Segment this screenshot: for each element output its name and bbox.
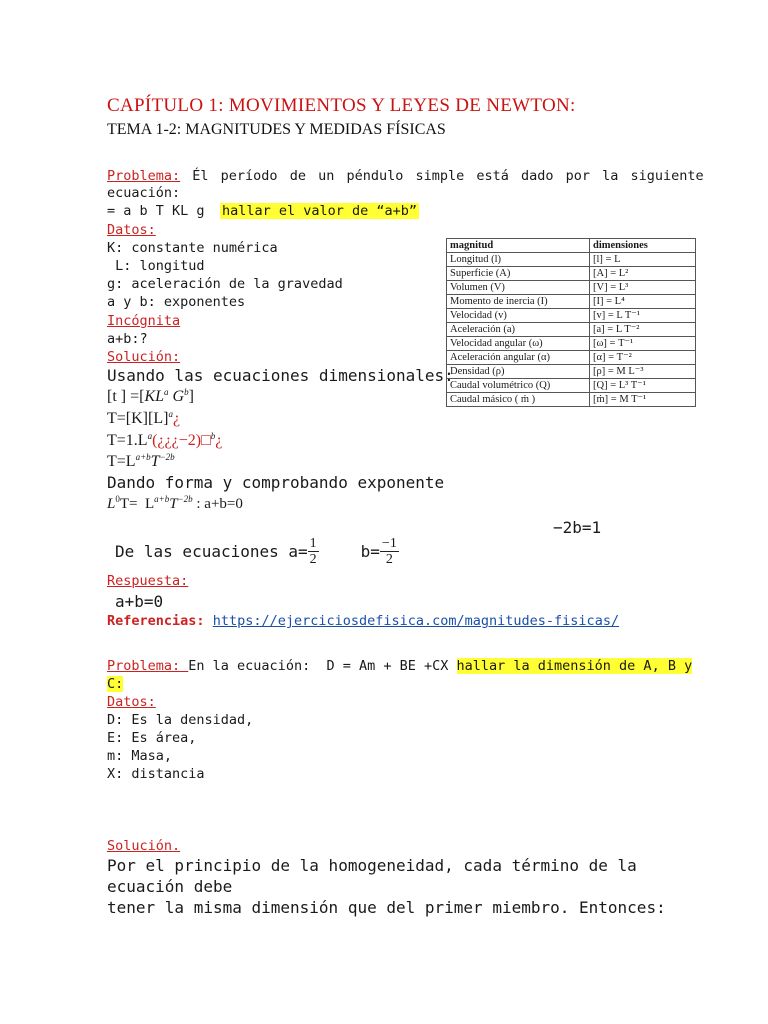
eq3-part: (¿¿¿−2)□ <box>152 432 211 449</box>
problem2-highlight: hallar la dimensión de A, B y <box>456 658 693 674</box>
table-cell: Caudal másico ( ṁ ) <box>447 393 590 407</box>
table-cell: [ρ] = M L⁻³ <box>590 365 696 379</box>
table-cell: [ω] = T⁻¹ <box>590 337 696 351</box>
problem2-label: Problema: <box>107 658 189 674</box>
eq4-exp: a+b <box>135 452 151 462</box>
problem1-label: Problema: <box>107 168 181 184</box>
fraction-num: 1 <box>309 536 317 551</box>
eq3-exp: a <box>147 431 153 441</box>
references-link[interactable]: https://ejerciciosdefisica.com/magnitudes-fisicas/ <box>212 613 620 629</box>
solution-intro: Usando las ecuaciones dimensionales: <box>107 366 454 385</box>
eq5-part: L <box>107 496 116 512</box>
table-header: magnitud <box>447 239 590 253</box>
respuesta-label: Respuesta: <box>107 573 189 589</box>
eq5-part: T <box>169 496 178 512</box>
table-row <box>447 267 696 281</box>
datos-item: K: constante numérica <box>107 240 278 256</box>
eq1-part: G <box>168 388 185 405</box>
problem2-datos-item: D: Es la densidad, <box>107 712 254 728</box>
table-cell: Densidad (ρ) <box>447 365 590 379</box>
datos-item: g: aceleración de la gravedad <box>107 276 343 292</box>
table-cell: Aceleración angular (α) <box>447 351 590 365</box>
table-cell: [A] = L² <box>590 267 696 281</box>
eq3-part: ¿ <box>215 432 223 449</box>
equation-5 <box>107 494 243 513</box>
chapter-title: CAPÍTULO 1: MOVIMIENTOS Y LEYES DE NEWTON: <box>107 95 576 116</box>
table-cell: Volumen (V) <box>447 281 590 295</box>
eq4-exp: −2b <box>159 452 175 462</box>
table-cell: Superficie (A) <box>447 267 590 281</box>
incognita-label: Incógnita <box>107 313 181 329</box>
equation-minus2b: −2b=1 <box>553 518 602 537</box>
respuesta-value: a+b=0 <box>115 592 164 611</box>
problem2-statement <box>107 658 692 674</box>
problem2-solution-line: Por el principio de la homogeneidad, cada término de la <box>107 856 637 875</box>
fraction-b <box>380 536 399 567</box>
table-cell: [ṁ] = M T⁻¹ <box>590 393 696 407</box>
eq1-exp: a <box>164 387 169 397</box>
dando-forma: Dando forma y comprobando exponente <box>107 473 445 492</box>
problem2-solution-line: ecuación debe <box>107 877 233 896</box>
table-row <box>447 393 696 407</box>
eq5-exp: a+b <box>154 494 170 504</box>
eq4-part: T=L <box>107 453 136 470</box>
eq5-part: T= L <box>119 496 155 512</box>
de-las-text: De las ecuaciones a= <box>115 542 308 561</box>
table-cell: Caudal volumétrico (Q) <box>447 379 590 393</box>
table-row <box>447 379 696 393</box>
fraction-den: 2 <box>309 552 317 567</box>
table-header-row <box>447 239 696 253</box>
table-row <box>447 351 696 365</box>
table-cell: [Q] = L³ T⁻¹ <box>590 379 696 393</box>
datos-item: a y b: exponentes <box>107 294 246 310</box>
equation-2 <box>107 409 180 428</box>
references-label: Referencias: <box>107 613 205 629</box>
table-cell: Momento de inercia (I) <box>447 295 590 309</box>
eq1-part: [t ] =[ <box>107 388 145 405</box>
table-row <box>447 337 696 351</box>
table-cell: [v] = L T⁻¹ <box>590 309 696 323</box>
equation-4 <box>107 452 175 471</box>
eq2-part: ¿ <box>172 410 181 427</box>
table-cell: [α] = T⁻² <box>590 351 696 365</box>
table-row <box>447 309 696 323</box>
table-cell: [V] = L³ <box>590 281 696 295</box>
eq1-exp: b <box>184 387 189 397</box>
eq5-part: : a+b=0 <box>192 496 243 512</box>
problem1-text-cont: ecuación: <box>107 185 181 201</box>
eq2-exp: a <box>168 409 173 419</box>
table-cell: Aceleración (a) <box>447 323 590 337</box>
problem1-equation: = a b T KL g <box>107 203 205 219</box>
table-cell: Longitud (l) <box>447 253 590 267</box>
fraction-den: 2 <box>385 552 393 567</box>
datos-item: L: longitud <box>107 258 205 274</box>
table-row <box>447 281 696 295</box>
table-row <box>447 323 696 337</box>
table-cell: Velocidad (v) <box>447 309 590 323</box>
b-label: b= <box>360 542 380 561</box>
fraction-num: −1 <box>381 536 397 551</box>
table-header: dimensiones <box>590 239 696 253</box>
problem1-statement <box>107 168 704 184</box>
eq2-part: T=[K][L] <box>107 410 169 427</box>
datos-label: Datos: <box>107 222 156 238</box>
table-cell: [I] = L⁴ <box>590 295 696 309</box>
problem1-text: Él período de un péndulo simple está dado por la siguiente <box>180 168 704 184</box>
problem2-solution-line: tener la misma dimensión que del primer miembro. Entonces: <box>107 898 666 917</box>
incognita-value: a+b:? <box>107 331 148 347</box>
problem2-datos-item: m: Masa, <box>107 748 173 764</box>
solucion-label: Solución: <box>107 349 181 365</box>
eq5-exp: 0 <box>115 494 120 504</box>
eq4-part: T <box>150 453 160 470</box>
problem2-datos-item: X: distancia <box>107 766 205 782</box>
table-cell: [l] = L <box>590 253 696 267</box>
references <box>107 613 619 629</box>
table-row <box>447 253 696 267</box>
problem2-highlight-cont: C: <box>107 676 124 692</box>
problem2-solucion-label: Solución. <box>107 838 181 854</box>
equation-3 <box>107 431 222 450</box>
eq5-exp: −2b <box>177 494 193 504</box>
magnitudes-table <box>446 238 696 407</box>
fraction-a <box>308 536 319 567</box>
table-cell: Velocidad angular (ω) <box>447 337 590 351</box>
problem2-datos-label: Datos: <box>107 694 156 710</box>
eq1-part: KL <box>144 388 165 405</box>
eq1-part: ] <box>188 388 194 405</box>
problem2-text: En la ecuación: D = Am + BE +CX <box>188 658 457 674</box>
equations-result <box>115 536 399 567</box>
eq3-exp: b <box>210 431 216 441</box>
equation-1 <box>107 387 194 406</box>
table-row <box>447 295 696 309</box>
problem1-highlight: hallar el valor de “a+b” <box>222 203 418 219</box>
topic-title: TEMA 1-2: MAGNITUDES Y MEDIDAS FÍSICAS <box>107 121 446 138</box>
table-cell: [a] = L T⁻² <box>590 323 696 337</box>
table-row <box>447 365 696 379</box>
problem2-datos-item: E: Es área, <box>107 730 197 746</box>
eq3-part: T=1.L <box>107 432 148 449</box>
